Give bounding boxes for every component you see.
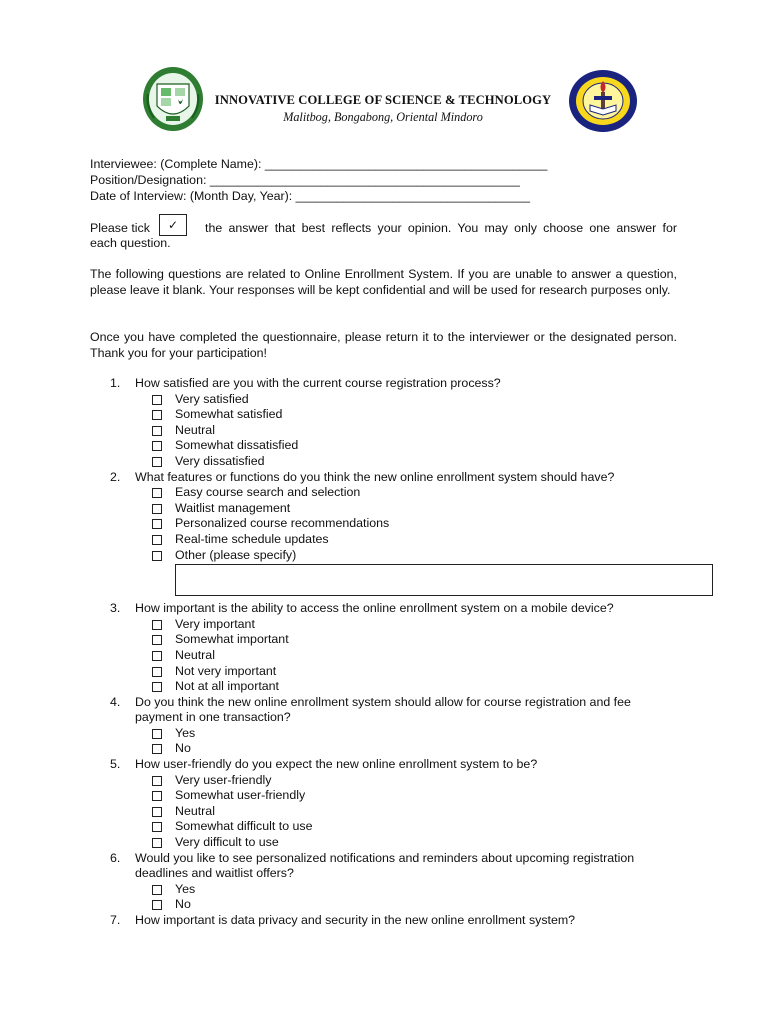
checkbox-icon[interactable] <box>152 682 162 692</box>
answer-option-label: Not very important <box>175 663 277 678</box>
answer-option-label: Very satisfied <box>175 391 249 406</box>
answer-option-label: Somewhat dissatisfied <box>175 438 299 453</box>
answer-option[interactable] <box>152 788 680 804</box>
answer-option-label: Other (please specify) <box>175 547 297 562</box>
answer-option-label: No <box>175 897 191 912</box>
interviewee-info <box>90 157 570 205</box>
answer-option[interactable] <box>152 485 680 501</box>
answer-option[interactable] <box>152 423 680 439</box>
college-of-education-seal-icon <box>568 69 638 133</box>
answer-option[interactable] <box>152 392 680 408</box>
tick-instruction-continuation: each question. <box>90 236 171 250</box>
answer-option-label: Neutral <box>175 422 215 437</box>
checkbox-icon[interactable] <box>152 791 162 801</box>
college-seal-icon <box>142 66 204 132</box>
question-7 <box>110 913 680 929</box>
answer-option[interactable] <box>152 835 680 851</box>
question-text: How important is the ability to access the online enrollment system on a mobile device? <box>135 601 614 616</box>
question-4 <box>110 695 680 757</box>
school-address: Malitbog, Bongabong, Oriental Mindoro <box>283 110 483 124</box>
answer-option-label: Somewhat difficult to use <box>175 819 313 834</box>
checkbox-icon[interactable] <box>152 410 162 420</box>
answer-option[interactable] <box>152 516 680 532</box>
checkbox-icon[interactable] <box>152 395 162 405</box>
answer-option-label: Somewhat user-friendly <box>175 788 306 803</box>
answer-option-label: Very user-friendly <box>175 772 272 787</box>
answer-option-label: Yes <box>175 725 196 740</box>
question-list <box>110 376 680 929</box>
tick-instruction-prefix: Please tick <box>90 221 150 235</box>
position-field[interactable]: Position/Designation: _____________________________________________ <box>90 173 520 187</box>
question-text: Would you like to see personalized notifications and reminders about upcoming registration deadlines and waitlist offers? <box>135 850 635 881</box>
question-number: 4. <box>110 694 121 709</box>
answer-option-label: Personalized course recommendations <box>175 516 390 531</box>
answer-option-label: Very important <box>175 616 255 631</box>
question-number: 7. <box>110 913 121 927</box>
question-text: How user-friendly do you expect the new online enrollment system to be? <box>135 757 538 772</box>
interview-date-field[interactable]: Date of Interview: (Month Day, Year): __________________________________ <box>90 189 530 203</box>
checkbox-icon[interactable] <box>152 441 162 451</box>
answer-option[interactable] <box>152 664 680 680</box>
checkbox-icon[interactable] <box>152 519 162 529</box>
question-number: 3. <box>110 601 121 616</box>
answer-option-label: Not at all important <box>175 679 279 694</box>
answer-option[interactable] <box>152 648 680 664</box>
answer-option-label: Very difficult to use <box>175 835 279 850</box>
answer-option[interactable] <box>152 454 680 470</box>
answer-option-label: Real-time schedule updates <box>175 531 329 546</box>
checkbox-icon[interactable] <box>152 729 162 739</box>
other-specify-input[interactable] <box>175 564 713 596</box>
answer-option[interactable] <box>152 804 680 820</box>
question-1 <box>110 376 680 470</box>
checkbox-icon[interactable] <box>152 535 162 545</box>
closing-paragraph: Once you have completed the questionnaire, please return it to the interviewer or the designated person. Thank you for your participation! <box>90 330 677 360</box>
answer-option[interactable] <box>152 773 680 789</box>
question-text: How satisfied are you with the current course registration process? <box>135 376 501 390</box>
checkbox-icon[interactable] <box>152 635 162 645</box>
checkbox-icon[interactable] <box>152 744 162 754</box>
answer-option[interactable] <box>152 726 680 742</box>
instructions-paragraph: The following questions are related to Online Enrollment System. If you are unable to answer a question, please leave it blank. Your responses will be kept confidential and will be used for research purposes only. <box>90 267 677 297</box>
answer-option[interactable] <box>152 819 680 835</box>
checkbox-icon[interactable] <box>152 900 162 910</box>
answer-option-label: No <box>175 741 191 756</box>
checkbox-icon[interactable] <box>152 551 162 561</box>
question-text: What features or functions do you think the new online enrollment system should have? <box>135 469 615 484</box>
answer-option[interactable] <box>152 897 680 913</box>
answer-option[interactable] <box>152 679 680 695</box>
question-5 <box>110 757 680 851</box>
checkbox-icon[interactable] <box>152 457 162 467</box>
answer-option[interactable] <box>152 882 680 898</box>
answer-option[interactable] <box>152 632 680 648</box>
checkbox-icon[interactable] <box>152 426 162 436</box>
answer-option-label: Easy course search and selection <box>175 485 361 500</box>
answer-option[interactable] <box>152 548 680 564</box>
answer-option-label: Waitlist management <box>175 500 291 515</box>
checkbox-icon[interactable] <box>152 838 162 848</box>
question-number: 1. <box>110 376 121 390</box>
answer-option[interactable] <box>152 438 680 454</box>
answer-option-label: Somewhat important <box>175 632 289 647</box>
answer-option[interactable] <box>152 407 680 423</box>
checkbox-icon[interactable] <box>152 504 162 514</box>
interviewee-name-field[interactable]: Interviewee: (Complete Name): _________________________________________ <box>90 157 548 171</box>
question-6 <box>110 851 680 913</box>
question-number: 5. <box>110 757 121 772</box>
answer-option-label: Very dissatisfied <box>175 453 265 468</box>
answer-option-label: Neutral <box>175 647 215 662</box>
question-text: How important is data privacy and security in the new online enrollment system? <box>135 913 576 927</box>
answer-option-label: Yes <box>175 881 196 896</box>
answer-option[interactable] <box>152 501 680 517</box>
question-number: 2. <box>110 469 121 484</box>
question-3 <box>110 601 680 695</box>
question-2 <box>110 470 680 597</box>
answer-option-label: Neutral <box>175 803 215 818</box>
checkbox-icon[interactable] <box>152 620 162 630</box>
answer-option-label: Somewhat satisfied <box>175 407 283 422</box>
answer-option[interactable] <box>152 532 680 548</box>
answer-option[interactable] <box>152 617 680 633</box>
question-number: 6. <box>110 850 121 865</box>
checkbox-icon[interactable] <box>152 488 162 498</box>
checkbox-icon[interactable] <box>152 667 162 677</box>
checkbox-icon[interactable] <box>152 822 162 832</box>
question-text: Do you think the new online enrollment system should allow for course registration and fee payment in one transaction? <box>135 694 631 725</box>
tick-instruction-suffix: the answer that best reflects your opinion. You may only choose one answer for <box>205 221 677 235</box>
checkbox-icon[interactable] <box>152 807 162 817</box>
answer-option[interactable] <box>152 741 680 757</box>
check-mark-icon: ✓ <box>159 214 187 236</box>
checkbox-icon[interactable] <box>152 776 162 786</box>
checkbox-icon[interactable] <box>152 651 162 661</box>
checkbox-icon[interactable] <box>152 885 162 895</box>
school-name: INNOVATIVE COLLEGE OF SCIENCE & TECHNOLOGY <box>214 93 552 107</box>
